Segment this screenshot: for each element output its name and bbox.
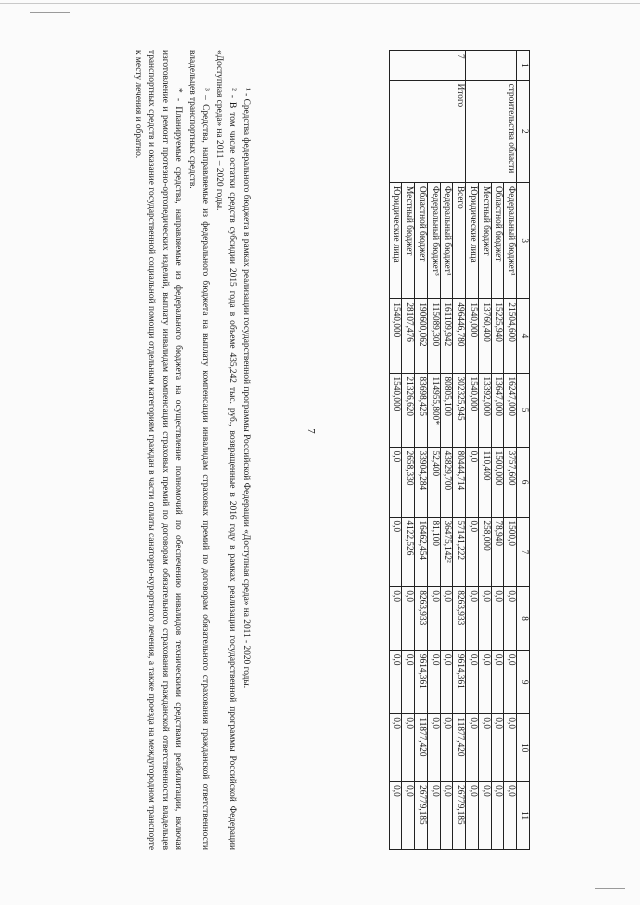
funding-source-cell: Федеральный бюджет¹: [440, 182, 453, 298]
value-cell: 83698,425: [415, 373, 428, 447]
funding-source-cell: Юридические лица: [389, 182, 402, 298]
value-cell: 26779,185: [415, 782, 428, 850]
funding-source-cell: Всего: [453, 182, 466, 298]
value-cell: 9614,361: [453, 650, 466, 714]
value-cell: 302325,945: [453, 373, 466, 447]
page-number: 7: [304, 428, 317, 434]
value-cell: 36475,142²: [440, 517, 453, 587]
value-cell: 0,0: [428, 714, 441, 782]
value-cell: 0,0: [402, 714, 415, 782]
value-cell: 0,0: [440, 714, 453, 782]
value-cell: 21326,620: [402, 373, 415, 447]
value-cell: 0,0: [479, 782, 492, 850]
value-cell: 114955,800*: [428, 373, 441, 447]
value-cell: 0,0: [389, 714, 402, 782]
value-cell: 0,0: [428, 782, 441, 850]
value-cell: 78,940: [491, 517, 504, 587]
column-number: 8: [517, 587, 530, 651]
funding-source-cell: Областной бюджет: [491, 182, 504, 298]
group-name-cell: строительства области: [466, 80, 517, 182]
value-cell: 110,400: [479, 447, 492, 517]
value-cell: 0,0: [440, 587, 453, 651]
value-cell: 0,0: [491, 587, 504, 651]
value-cell: 496446,780: [453, 299, 466, 373]
value-cell: 80805,100: [440, 373, 453, 447]
value-cell: 0,0: [466, 650, 479, 714]
value-cell: 52,400: [428, 447, 441, 517]
value-cell: 0,0: [504, 782, 517, 850]
column-number: 10: [517, 714, 530, 782]
column-number: 6: [517, 447, 530, 517]
column-number: 7: [517, 517, 530, 587]
funding-source-cell: Федеральный бюджет¹: [504, 182, 517, 298]
value-cell: 0,0: [466, 517, 479, 587]
column-number: 5: [517, 373, 530, 447]
value-cell: 0,0: [428, 587, 441, 651]
value-cell: 1500,0: [504, 517, 517, 587]
budget-table: [389, 50, 530, 850]
value-cell: 13392,000: [479, 373, 492, 447]
row-number-cell: [466, 51, 517, 81]
value-cell: 0,0: [491, 782, 504, 850]
funding-source-cell: Местный бюджет: [402, 182, 415, 298]
value-cell: 13760,400: [479, 299, 492, 373]
value-cell: 0,0: [479, 714, 492, 782]
value-cell: 0,0: [389, 517, 402, 587]
value-cell: 11877,420: [415, 714, 428, 782]
column-number: 3: [517, 182, 530, 298]
value-cell: 15225,940: [491, 299, 504, 373]
value-cell: 0,0: [402, 587, 415, 651]
value-cell: 0,0: [389, 587, 402, 651]
value-cell: 0,0: [466, 447, 479, 517]
value-cell: 0,0: [466, 587, 479, 651]
value-cell: 0,0: [491, 650, 504, 714]
table-row: [453, 51, 466, 850]
value-cell: 0,0: [440, 782, 453, 850]
value-cell: 16247,000: [504, 373, 517, 447]
value-cell: 0,0: [479, 650, 492, 714]
funding-source-cell: Федеральный бюджет³: [428, 182, 441, 298]
value-cell: 161109,942: [440, 299, 453, 373]
value-cell: 28107,476: [402, 299, 415, 373]
column-number: 11: [517, 782, 530, 850]
value-cell: 0,0: [466, 782, 479, 850]
value-cell: 0,0: [402, 782, 415, 850]
value-cell: 33904,284: [415, 447, 428, 517]
value-cell: 0,0: [440, 650, 453, 714]
column-number: 9: [517, 650, 530, 714]
value-cell: 43829,700: [440, 447, 453, 517]
value-cell: 3757,600: [504, 447, 517, 517]
funding-source-cell: Юридические лица: [466, 182, 479, 298]
column-number: 1: [517, 51, 530, 81]
value-cell: 190600,062: [415, 299, 428, 373]
value-cell: 80444,714: [453, 447, 466, 517]
row-number-cell: 7: [389, 51, 466, 81]
value-cell: 0,0: [479, 587, 492, 651]
value-cell: 0,0: [389, 650, 402, 714]
value-cell: 1540,000: [389, 373, 402, 447]
value-cell: 0,0: [428, 650, 441, 714]
column-number: 4: [517, 299, 530, 373]
value-cell: 0,0: [402, 650, 415, 714]
value-cell: 1540,000: [466, 373, 479, 447]
footnote-3: ³ – Средства, направляемые из федерального бюджета на выплату компенсации инвалидам страховых премий по договорам обязательного страхования гражданской ответственности владельцев транспортных средств.: [187, 50, 211, 850]
value-cell: 115089,300: [428, 299, 441, 373]
rotated-content: [110, 50, 530, 850]
value-cell: 1500,000: [491, 447, 504, 517]
footnote-1: ¹ - Средства федерального бюджета в рамках реализации государственной программы Российской Федерации «Доступная среда» на 2011 - 2020 годы.: [241, 88, 251, 689]
value-cell: 0,0: [491, 714, 504, 782]
value-cell: 11877,420: [453, 714, 466, 782]
value-cell: 0,0: [466, 714, 479, 782]
value-cell: 1540,000: [466, 299, 479, 373]
value-cell: 1540,000: [389, 299, 402, 373]
footnote-2: ² - В том числе остатки средств субсидии 2015 года в объеме 435,242 тыс. руб., возвращенные в 2016 году в рамках реализации государственной программы Российской Федерации «Доступная среда» на 2011 – 2020 годы.: [214, 50, 238, 850]
value-cell: 0,0: [389, 782, 402, 850]
value-cell: 57141,222: [453, 517, 466, 587]
value-cell: 0,0: [389, 447, 402, 517]
value-cell: 26779,185: [453, 782, 466, 850]
funding-source-cell: Местный бюджет: [479, 182, 492, 298]
column-number: 2: [517, 80, 530, 182]
value-cell: 0,0: [504, 587, 517, 651]
value-cell: 81,100: [428, 517, 441, 587]
value-cell: 16462,454: [415, 517, 428, 587]
header-row: [517, 51, 530, 850]
value-cell: 0,0: [504, 650, 517, 714]
table-row: [504, 51, 517, 850]
footnotes: [131, 50, 253, 850]
value-cell: 258,000: [479, 517, 492, 587]
funding-source-cell: Областной бюджет: [415, 182, 428, 298]
value-cell: 4122,526: [402, 517, 415, 587]
value-cell: 21504,600: [504, 299, 517, 373]
value-cell: 8263,933: [415, 587, 428, 651]
footnote-4: * - Планируемые средства, направляемые из федерального бюджета на осуществление полномочий по обеспечению инвалидов техническими средствами реабилитации, включая изготовление и ремонт протезно-ортопедических изделий, выплату инвалидам компенсации страховых премий по договорам обязательного страхования гражданской ответственности владельцев транспортных средств и оказание государственной социальной помощи отдельным категориям граждан в части оплаты санаторно-курортного лечения, а также проезда на междугородном транспорте к месту лечения и обратно.: [133, 50, 184, 850]
value-cell: 0,0: [504, 714, 517, 782]
value-cell: 9614,361: [415, 650, 428, 714]
value-cell: 2658,330: [402, 447, 415, 517]
group-name-cell: Итого: [389, 80, 466, 182]
value-cell: 13647,000: [491, 373, 504, 447]
value-cell: 8263,933: [453, 587, 466, 651]
